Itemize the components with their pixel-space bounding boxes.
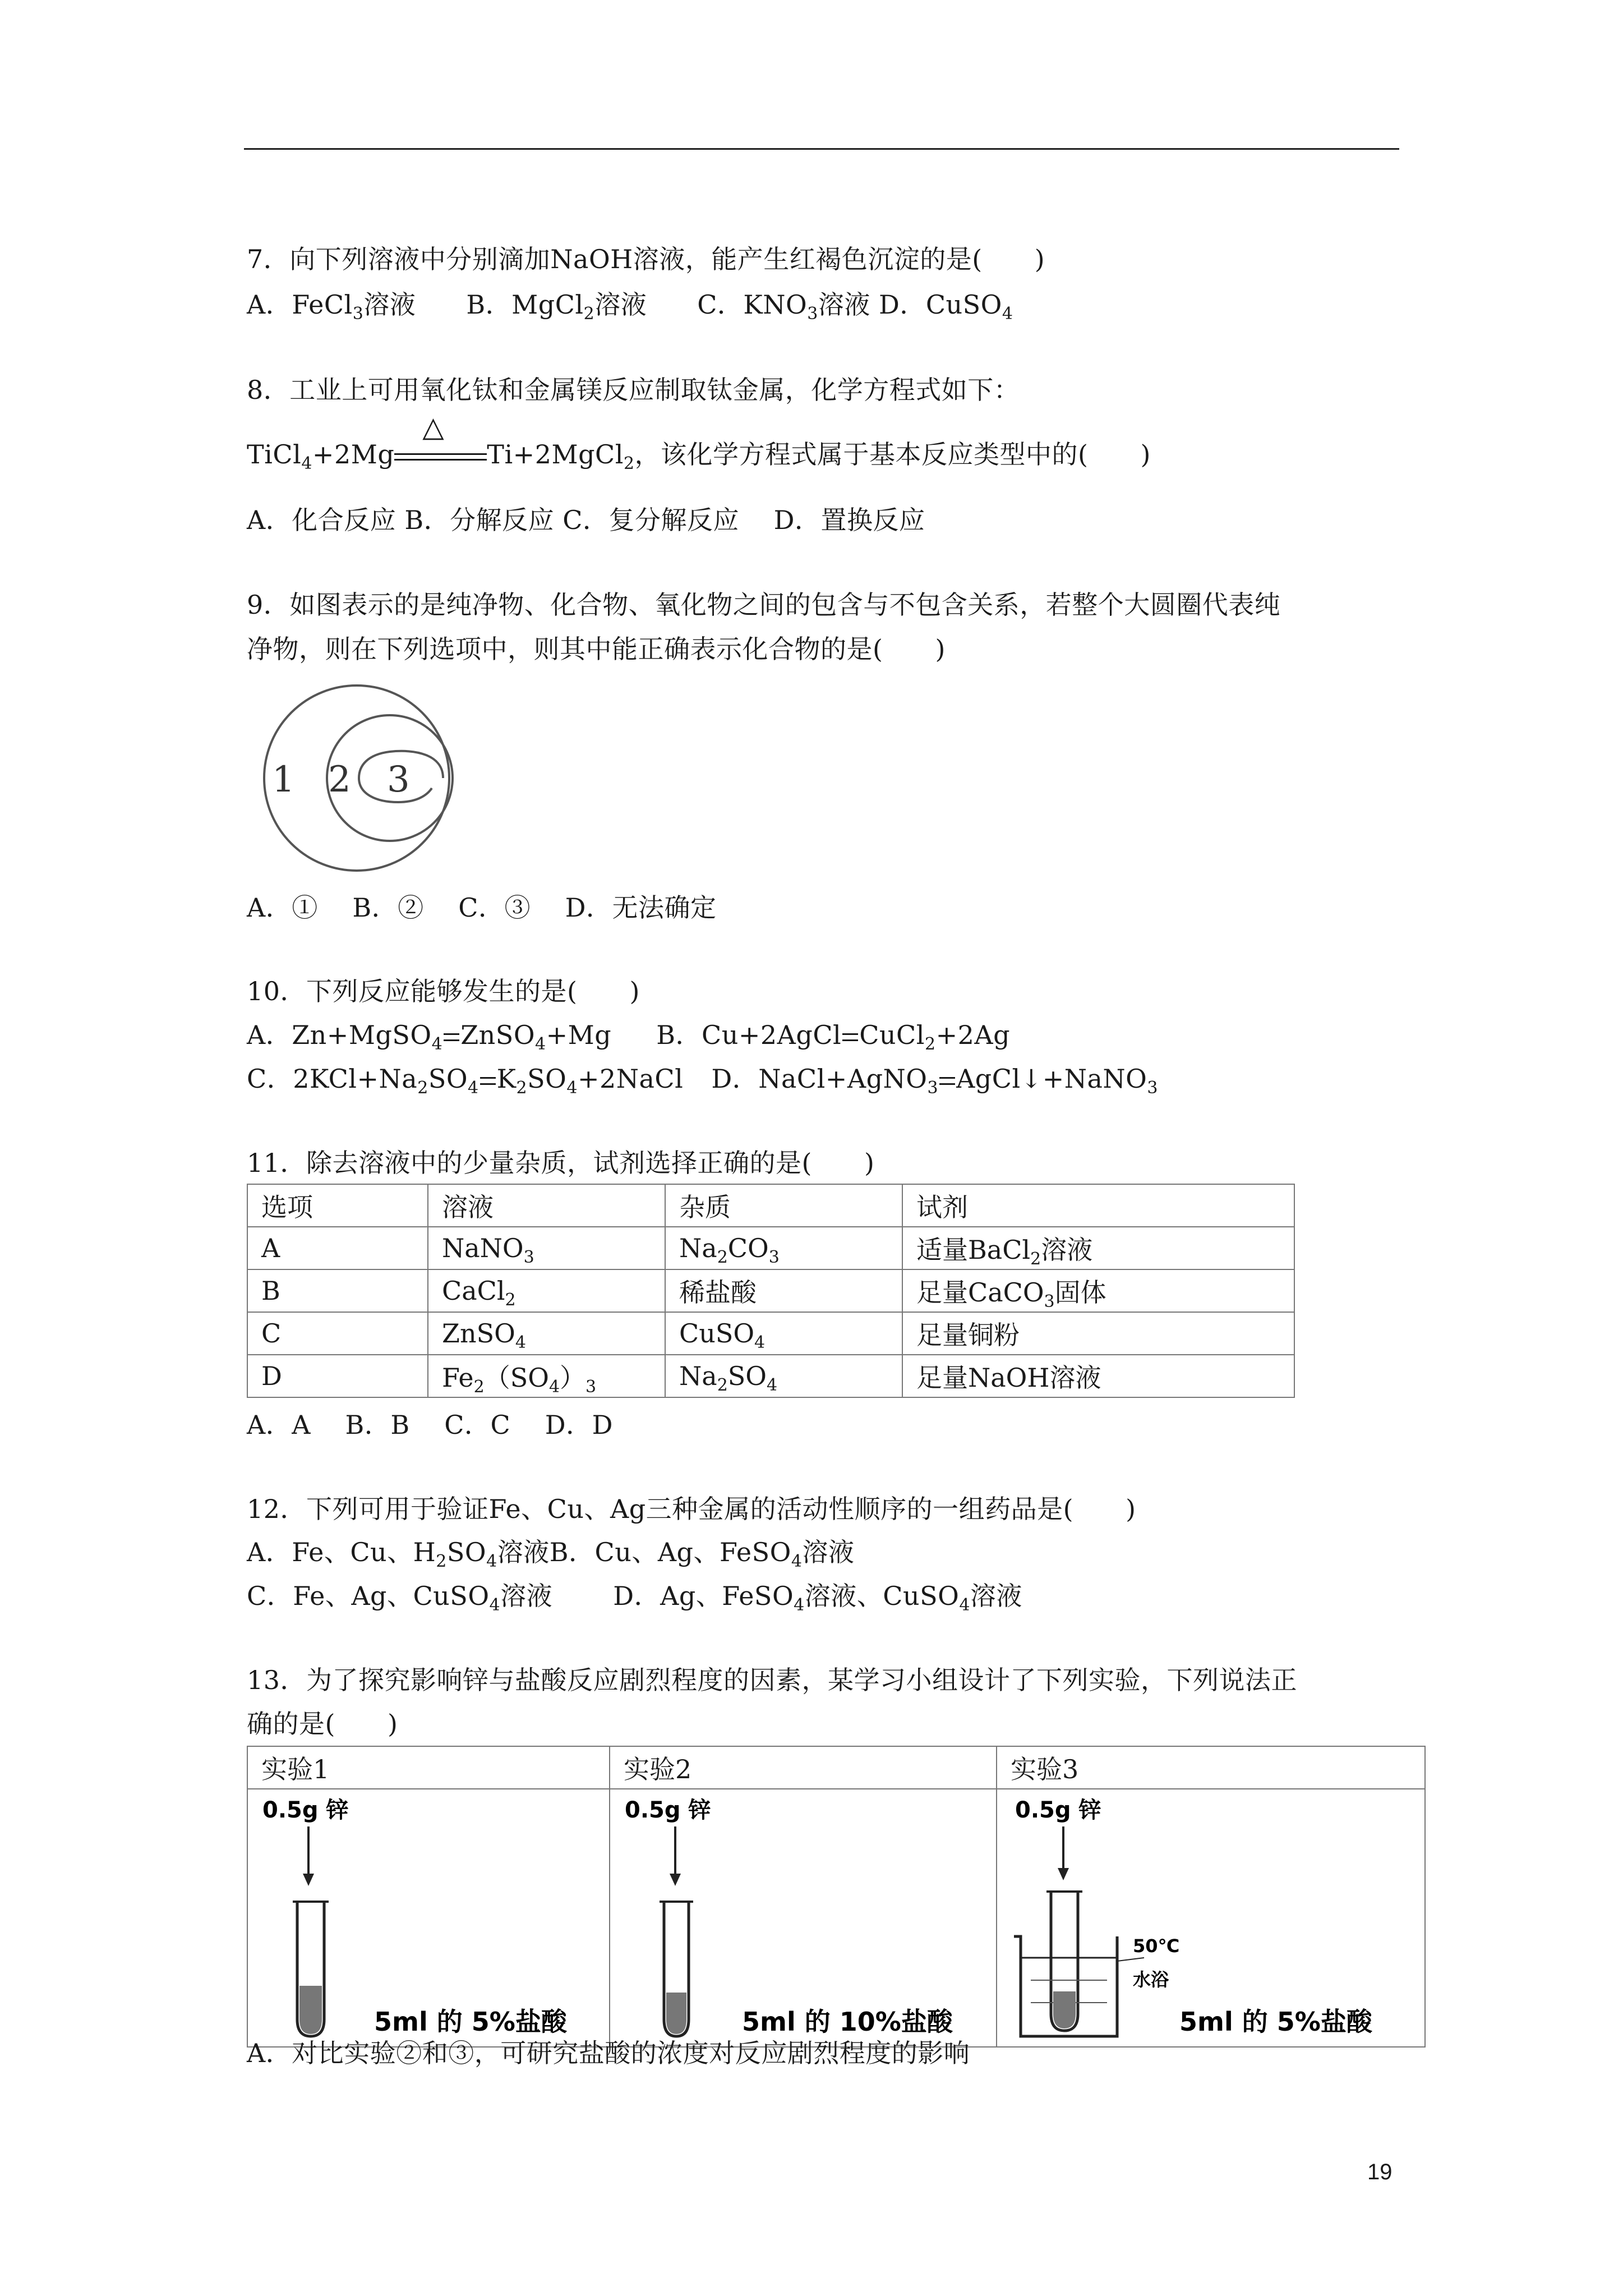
svg-text:0.5g 锌: 0.5g 锌 bbox=[625, 1797, 711, 1823]
q11-stem: 11．除去溶液中的少量杂质，试剂选择正确的是( ) bbox=[247, 1148, 875, 1178]
q13-table bbox=[247, 1746, 1426, 2047]
experiment-1-illustration bbox=[247, 1789, 610, 2047]
q12-stem: 12．下列可用于验证Fe、Cu、Ag三种金属的活动性顺序的一组药品是( ) bbox=[247, 1494, 1136, 1524]
svg-text:0.5g 锌: 0.5g 锌 bbox=[262, 1797, 349, 1823]
experiment-2-illustration bbox=[610, 1789, 997, 2047]
q11-table bbox=[247, 1184, 1295, 1398]
nested-circles-diagram bbox=[247, 682, 471, 878]
q11-options: A．A B．B C．C D．D bbox=[247, 1410, 614, 1440]
circle-label-1: 1 bbox=[272, 759, 295, 800]
svg-text:0.5g 锌: 0.5g 锌 bbox=[1015, 1797, 1101, 1823]
table-row: A NaNO$_3$ $Na_2CO_3$ 适量BaCl$_2$溶液 bbox=[247, 1227, 1294, 1269]
page-number: 19 bbox=[1367, 2160, 1393, 2184]
q9-options: A．① B．② C．③ D．无法确定 bbox=[247, 892, 717, 923]
heat-equation-sign: △ bbox=[394, 445, 487, 468]
q7-stem: 7．向下列溶液中分别滴加NaOH溶液，能产生红褐色沉淀的是( ) bbox=[247, 244, 1045, 274]
svg-text:水浴: 水浴 bbox=[1133, 1969, 1169, 1990]
circle-label-3: 3 bbox=[387, 759, 410, 800]
table-header-row: 实验1 实验2 实验3 bbox=[247, 1746, 1425, 1789]
svg-text:5ml 的 5%盐酸: 5ml 的 5%盐酸 bbox=[374, 2007, 567, 2037]
q9-stem-1: 9．如图表示的是纯净物、化合物、氧化物之间的包含与不包含关系，若整个大圆圈代表纯 bbox=[247, 590, 1281, 620]
table-row: D $Fe_2(SO_4)_3$ $Na_2SO_4$ 足量NaOH溶液 bbox=[247, 1355, 1294, 1397]
q12-options-cd: C．Fe、Ag、CuSO$_4$溶液 D．Ag、FeSO$_4$溶液、CuSO$_4$溶液 bbox=[247, 1581, 1022, 1615]
experiment-3-illustration bbox=[997, 1789, 1425, 2047]
table-row: C ZnSO$_4$ CuSO$_4$ 足量铜粉 bbox=[247, 1312, 1294, 1355]
svg-text:5ml 的 10%盐酸: 5ml 的 10%盐酸 bbox=[742, 2007, 953, 2037]
q9-stem-2: 净物，则在下列选项中，则其中能正确表示化合物的是( ) bbox=[247, 634, 946, 664]
q13-stem-1: 13．为了探究影响锌与盐酸反应剧烈程度的因素，某学习小组设计了下列实验，下列说法正 bbox=[247, 1665, 1298, 1695]
q13-option-a: A．对比实验②和③，可研究盐酸的浓度对反应剧烈程度的影响 bbox=[247, 2038, 970, 2068]
q8-stem: 8．工业上可用氧化钛和金属镁反应制取钛金属，化学方程式如下： bbox=[247, 375, 1020, 405]
svg-text:5ml 的 5%盐酸: 5ml 的 5%盐酸 bbox=[1179, 2007, 1372, 2037]
q8-options: A．化合反应 B．分解反应 C．复分解反应 D．置换反应 bbox=[247, 505, 925, 535]
header-rule bbox=[244, 148, 1399, 150]
table-row bbox=[247, 1789, 1425, 2047]
q8-equation: TiCl$_4$+2Mg △ Ti+2MgCl$_2$，该化学方程式属于基本反应类型中的( ) bbox=[247, 411, 1151, 473]
q13-stem-2: 确的是( ) bbox=[247, 1709, 398, 1739]
q12-options-ab: A．Fe、Cu、$H_2SO_4$溶液B．Cu、Ag、FeSO$_4$溶液 bbox=[247, 1537, 855, 1571]
table-header-row: 选项 溶液 杂质 试剂 bbox=[247, 1184, 1294, 1227]
svg-text:50℃: 50℃ bbox=[1133, 1935, 1180, 1957]
circle-label-2: 2 bbox=[328, 759, 351, 800]
q10-options-ab: A．Zn+MgSO$_4$ ZnSO$_4$+Mg B．Cu+2AgCl CuCl$_2$+2Ag bbox=[247, 1020, 1011, 1054]
table-row: B CaCl$_2$ 稀盐酸 足量CaCO$_3$固体 bbox=[247, 1269, 1294, 1312]
q7-options: A．FeCl$_3$溶液 B．MgCl$_2$溶液 C．$KNO_3$溶液 D．CuSO$_4$ bbox=[247, 289, 1013, 324]
q10-options-cd: C．$2KCl+Na_2SO_4$ $K_2SO_4+2NaCl$ D．NaCl+AgNO$_3$ AgCl↓+NaNO$_3$ bbox=[247, 1064, 1158, 1098]
q10-stem: 10．下列反应能够发生的是( ) bbox=[247, 976, 640, 1006]
